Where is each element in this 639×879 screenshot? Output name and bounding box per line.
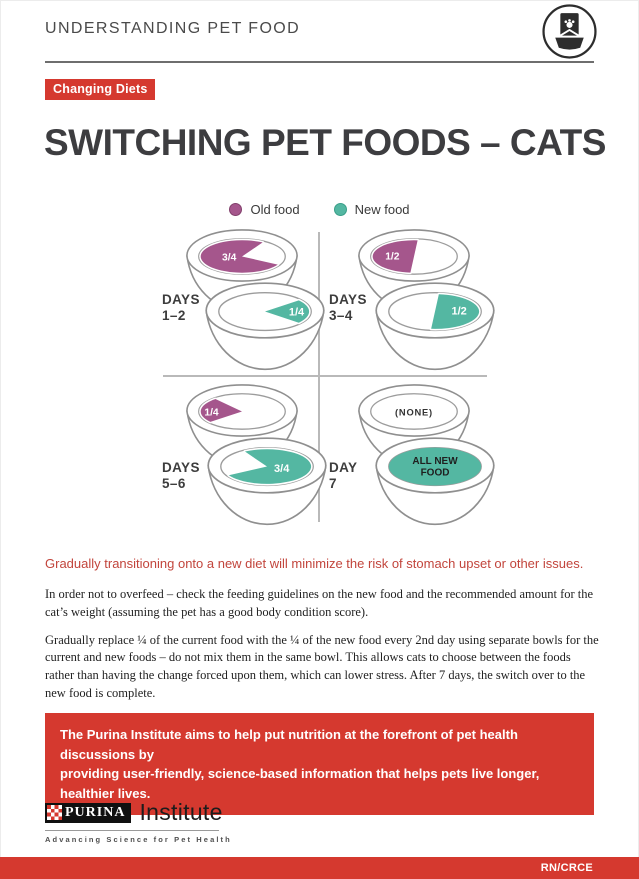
svg-text:1/4: 1/4 <box>204 407 219 419</box>
footer-code: RN/CRCE <box>540 862 593 874</box>
purina-brand-text: PURINA <box>65 804 126 820</box>
section-badge: Changing Diets <box>45 79 155 100</box>
bowl-new-food-threeQuarterRight <box>204 434 330 531</box>
logo-tagline: Advancing Science for Pet Health <box>45 835 232 844</box>
institute-text: Institute <box>139 799 223 825</box>
paragraph: In order not to overfeed – check the feeding guidelines on the new food and the recommended amount for the cat’s weight (assuming the pet has a good body condition score). <box>45 587 594 619</box>
callout-text: The Purina Institute aims to help put nutrition at the forefront of pet health discussions by providing user-friendly, science-based information that helps pets live longer, healthier lives. <box>60 727 540 801</box>
svg-text:1/2: 1/2 <box>385 251 400 263</box>
svg-text:1/2: 1/2 <box>451 305 467 318</box>
svg-text:3/4: 3/4 <box>274 462 290 475</box>
quadrant-label-day-7: DAY 7 <box>329 460 358 491</box>
paragraph: Gradually replace ¼ of the current food with the ¼ of the new food every 2nd day using separate bowls for the current and new foods – do not mix them in the same bowl. This allows cats to choose between the foods rather than having the change forced upon them, which can lower stress. After 7 days, the switch over to the new food is complete. <box>45 632 599 700</box>
transition-statement: Gradually transitioning onto a new diet will minimize the risk of stomach upset or other issues. <box>45 556 584 571</box>
legend-label: New food <box>354 202 410 217</box>
svg-text:FOOD: FOOD <box>420 467 450 479</box>
purina-institute-logo <box>45 799 232 844</box>
bowl-new-food-quarterRight <box>202 279 328 376</box>
svg-text:(NONE): (NONE) <box>395 407 433 418</box>
page-title: SWITCHING PET FOODS – CATS <box>44 122 606 163</box>
header-title: UNDERSTANDING PET FOOD <box>45 20 301 37</box>
purina-wordmark <box>45 803 131 823</box>
logo-divider <box>45 830 219 831</box>
footer-bar <box>0 857 639 879</box>
svg-text:1/4: 1/4 <box>288 306 305 319</box>
bowl-new-food-halfRight <box>372 279 498 376</box>
legend-label: Old food <box>250 202 300 217</box>
quadrant-label-days-5–6: DAYS 5–6 <box>162 460 200 491</box>
logo-row <box>45 799 232 826</box>
quadrant-label-days-1–2: DAYS 1–2 <box>162 292 200 323</box>
quadrant-label-days-3–4: DAYS 3–4 <box>329 292 367 323</box>
bowl-new-food-full <box>372 434 498 531</box>
svg-text:3/4: 3/4 <box>222 252 237 264</box>
purina-checkerboard-icon <box>47 805 62 820</box>
svg-text:ALL NEW: ALL NEW <box>412 455 458 467</box>
